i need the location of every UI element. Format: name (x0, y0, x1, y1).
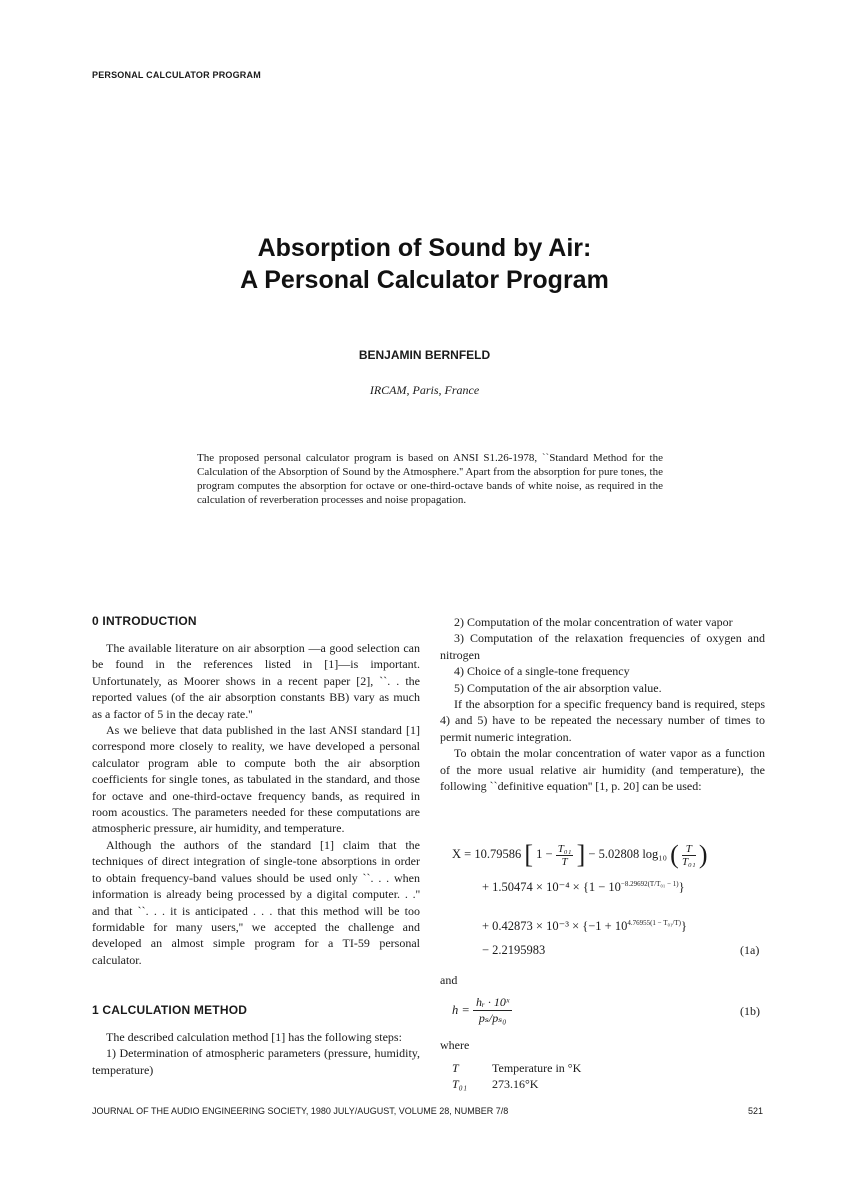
abstract: The proposed personal calculator program is based on ANSI S1.26-1978, ``Standard Method for the Calculation of the Absorption of Sound by the Atmosphere.'' Apart from the absorption for pure tones, the program computes the absorption for octave or one-third-octave bands of white noise, as required in the calculation of reverberation processes and noise propagation. (197, 452, 663, 506)
fraction-denominator: T₀₁ (681, 855, 696, 868)
running-head: PERSONAL CALCULATOR PROGRAM (92, 70, 261, 80)
eq-lhs: X = 10.79586 (452, 847, 522, 861)
fraction (682, 843, 696, 868)
paragraph: Although the authors of the standard [1] claim that the techniques of direct integration of single-tone absorptions in order to obtain frequency-band values should be used only ``. . . when information is already being processed by a digital computer. . .'' and that ``. . . it is anticipated . . . that this method will be too formidable for many users,'' we accepted the challenge and developed an almost simple program for a TI-59 personal calculator. (92, 837, 420, 967)
paragraph: The described calculation method [1] has the following steps: (106, 1030, 402, 1044)
bracket-close: ] (576, 840, 586, 869)
paragraph: As we believe that data published in the last ANSI standard [1] correspond more closely to reality, we have developed a personal calculator program able to compute both the air absorption coefficients for single tones, as tabulated in the standard, and those for octave and one-third-octave frequency bands, as required in room acoustics. The parameters needed for these computations are atmospheric pressure, air humidity, and temperature. (92, 723, 420, 836)
paragraph: The available literature on air absorption —a good selection can be found in the references listed in [1]—is important. Unfortunately, as Moorer shows in a recent paper [2], ``. . the reported values (of the air absorption constants BB) vary as much as a factor of 5 in the decay rate.'' (92, 641, 420, 721)
paper-title (0, 232, 849, 296)
eq-exponent: −8.29692(T/T₀₁ − 1) (620, 879, 679, 888)
fraction-numerator: T₀₁ (557, 842, 572, 855)
eq-term: 1 − (536, 847, 553, 861)
definition-text: 273.16°K (492, 1077, 539, 1091)
fraction (556, 843, 574, 868)
paren-close: ) (698, 840, 708, 869)
fraction-denominator: T (561, 855, 568, 868)
steps-and-text (440, 614, 765, 794)
paragraph: To obtain the molar concentration of water vapor as a function of the more usual relative air humidity (and temperature), the following ``definitive equation'' [1, p. 20] can be used: (440, 746, 765, 794)
connective-where: where (440, 1038, 470, 1052)
bracket-open: [ (524, 840, 533, 869)
definition-text: Temperature in °K (492, 1061, 582, 1075)
calculation-method-body (92, 1029, 420, 1078)
definition-row (452, 1061, 581, 1076)
fraction-numerator: T (682, 843, 696, 856)
eq-term: } (678, 880, 685, 894)
eq-term: + 1.50474 × 10⁻⁴ × {1 − 10 (482, 880, 621, 894)
paren-open: ( (670, 840, 679, 869)
fraction-denominator: pₛ/pₛ₀ (478, 1011, 507, 1025)
equation-1a-line-2 (482, 879, 685, 895)
equation-1b (452, 995, 512, 1026)
author-name: BENJAMIN BERNFELD (358, 348, 491, 362)
connective-and: and (440, 973, 458, 987)
step-item: 5) Computation of the air absorption value. (454, 680, 662, 695)
journal-footer: JOURNAL OF THE AUDIO ENGINEERING SOCIETY, 1980 JULY/AUGUST, VOLUME 28, NUMBER 7/8 (92, 1106, 509, 1116)
equation-number-1b: (1b) (740, 1004, 760, 1018)
title-line-2: A Personal Calculator Program (240, 266, 609, 294)
definition-symbol: T₀₁ (452, 1077, 468, 1091)
author-affiliation: IRCAM, Paris, France (369, 383, 480, 397)
equation-1a-line-3 (482, 918, 687, 934)
equation-number-1a: (1a) (740, 943, 760, 957)
eq-term: + 0.42873 × 10⁻³ × {−1 + 10 (482, 919, 628, 933)
fraction (473, 995, 512, 1026)
eq-lhs: h = (452, 1003, 470, 1017)
fraction-numerator: hᵣ · 10ˣ (473, 995, 512, 1011)
title-line-1: Absorption of Sound by Air: (257, 234, 592, 262)
paragraph: If the absorption for a specific frequency band is required, steps 4) and 5) have to be repeated the necessary number of times to permit numeric integration. (440, 697, 765, 744)
step-item: 3) Computation of the relaxation frequencies of oxygen and nitrogen (440, 631, 765, 662)
introduction-body (92, 640, 420, 968)
eq-term: − 5.02808 log₁₀ (588, 847, 668, 861)
section-heading-calculation-method: 1 CALCULATION METHOD (92, 1003, 248, 1017)
eq-exponent: 4.76955(1 − T₀₁/T) (627, 918, 681, 927)
step-item: 4) Choice of a single-tone frequency (454, 664, 630, 679)
equation-1a-line-4: − 2.2195983 (482, 943, 546, 957)
definition-row (452, 1077, 538, 1092)
step-item: 2) Computation of the molar concentration of water vapor (454, 615, 733, 629)
definition-symbol: T (452, 1061, 459, 1075)
section-heading-introduction: 0 INTRODUCTION (92, 614, 197, 628)
eq-term: } (680, 919, 687, 933)
equation-1a-line-1 (452, 840, 708, 870)
paragraph: 1) Determination of atmospheric parameters (pressure, humidity, temperature) (92, 1046, 420, 1077)
page-number: 521 (748, 1106, 764, 1116)
